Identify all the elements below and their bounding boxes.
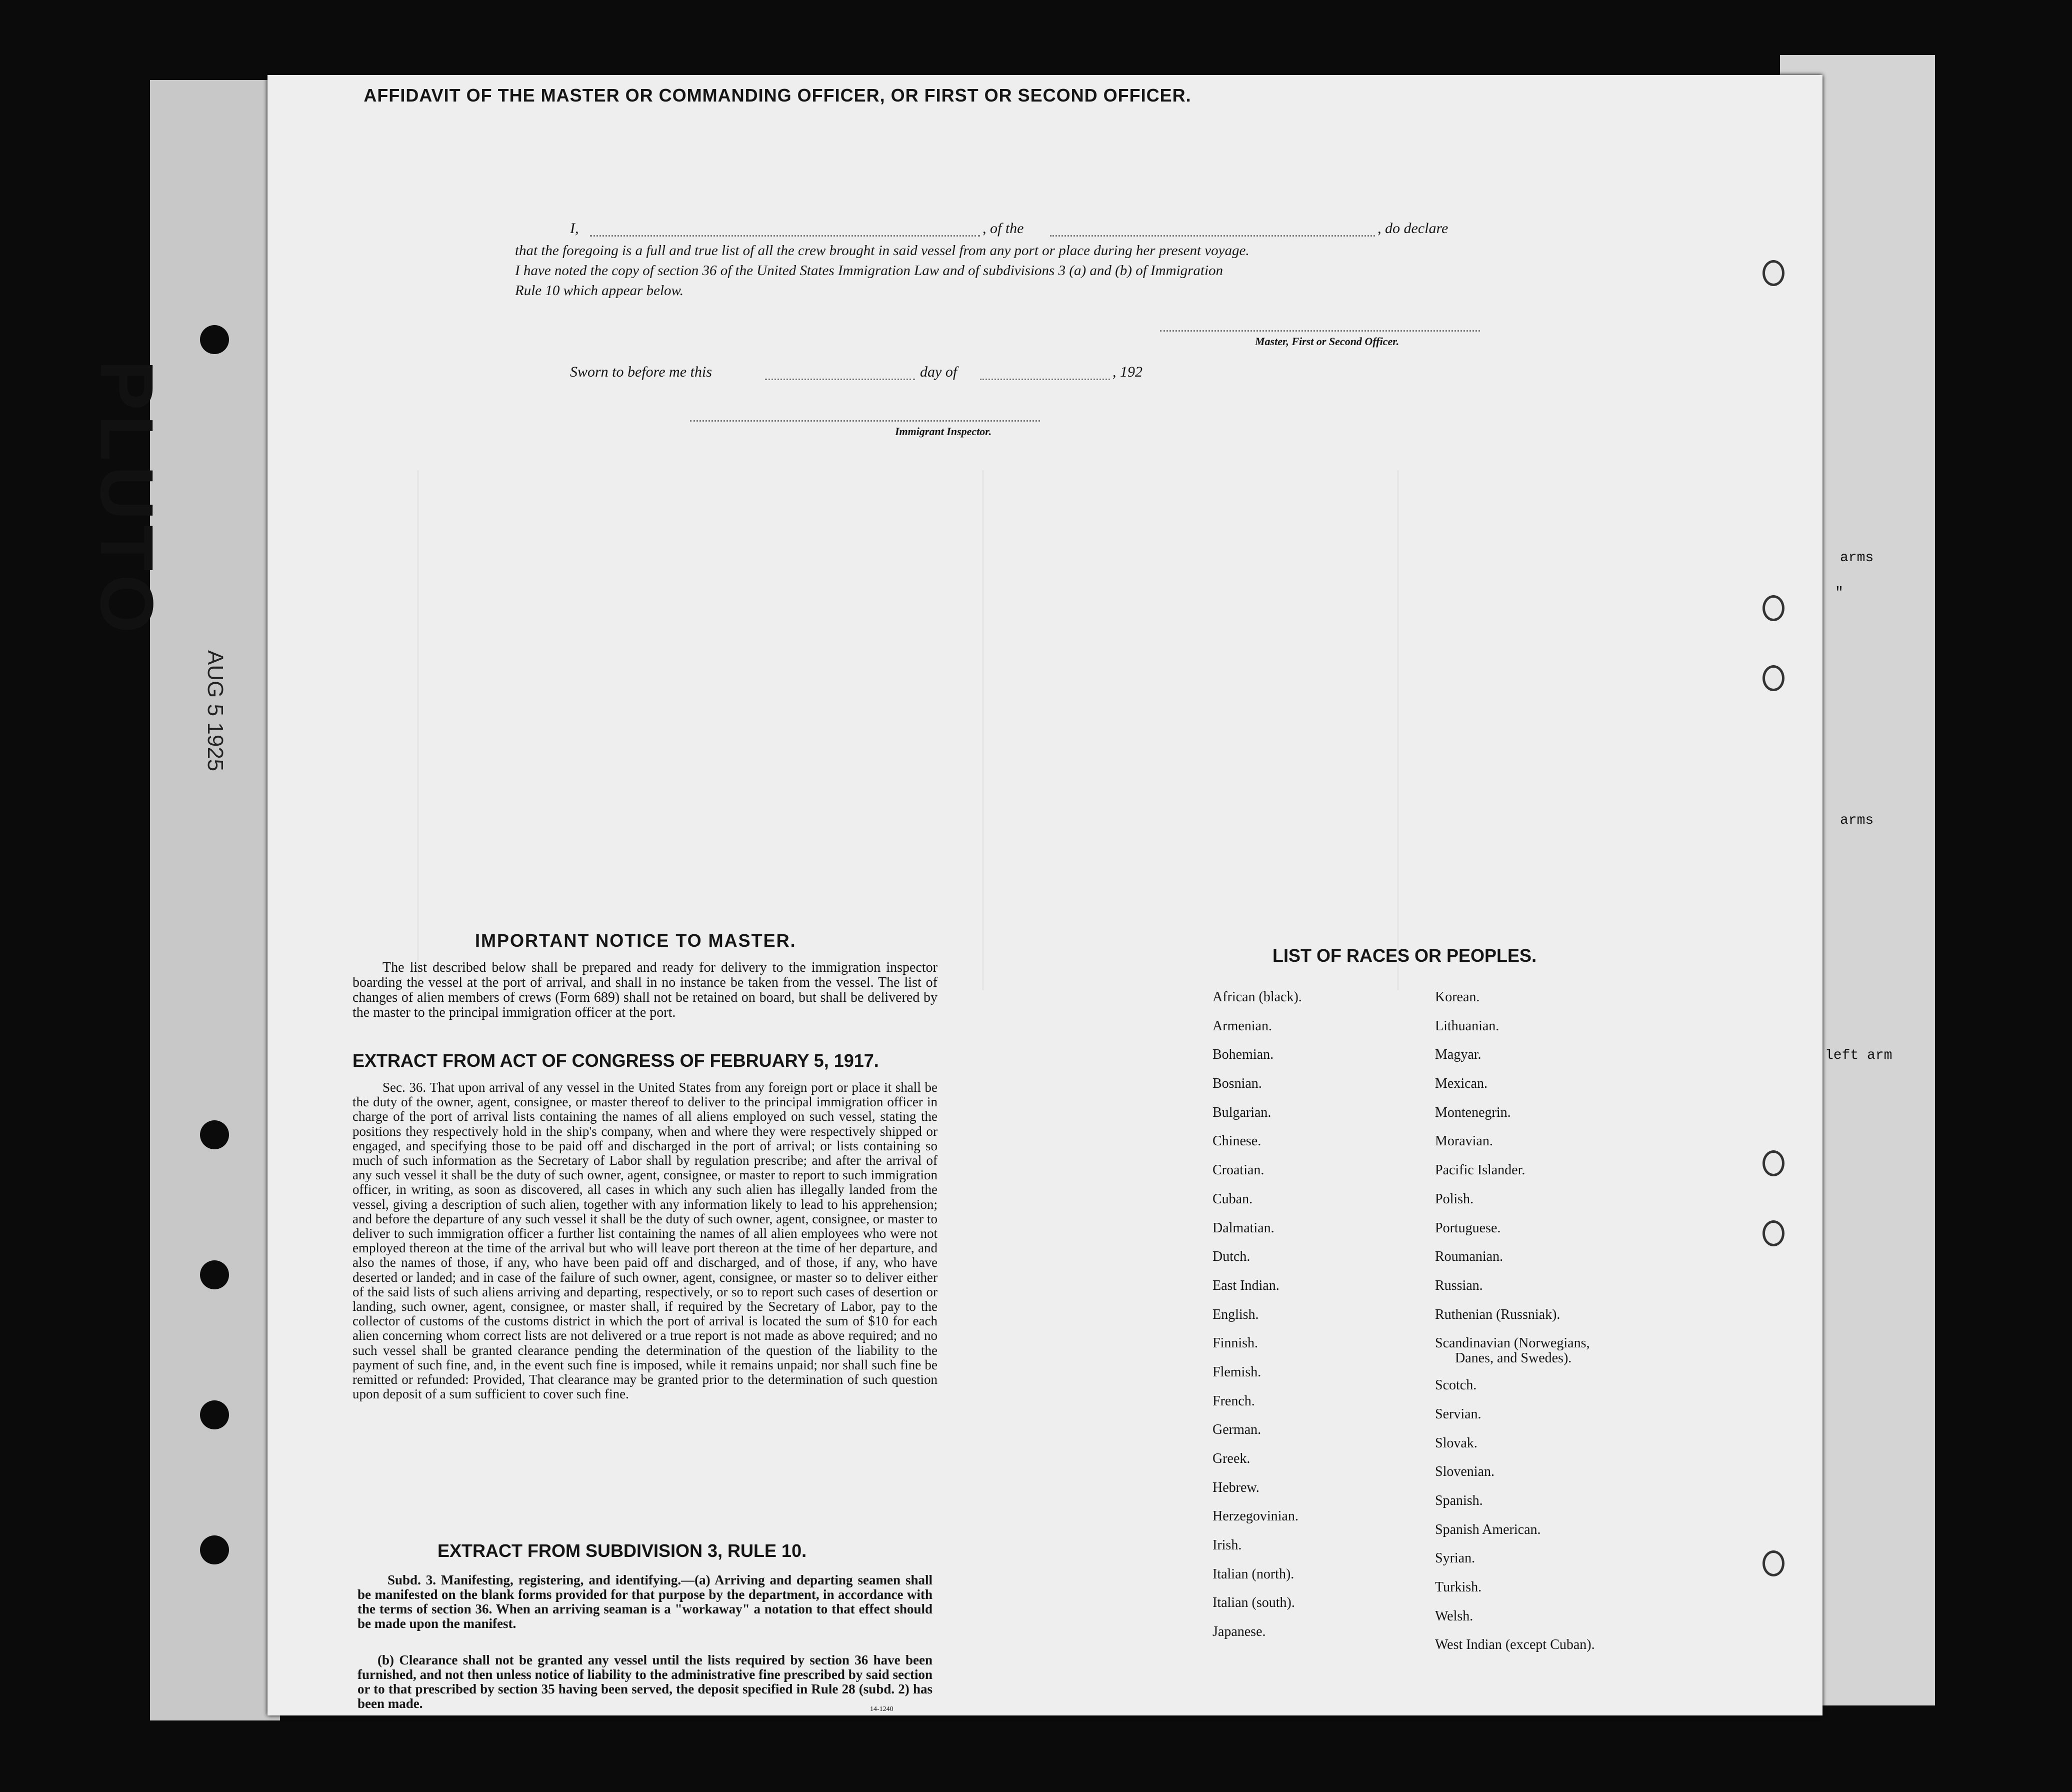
year-label: , 192 <box>1112 364 1142 380</box>
binder-hole <box>200 325 229 354</box>
race-item: Magyar. <box>1435 1047 1482 1063</box>
vessel-blank <box>1050 235 1375 237</box>
race-item: Polish. <box>1435 1191 1474 1207</box>
race-item: Montenegrin. <box>1435 1104 1511 1120</box>
rule-para-a: Subd. 3. Manifesting, registering, and identifying.—(a) Arriving and departing seamen shall be manifested on the blank forms provided for that purpose by the department, in accordance with the terms of section 36. When an arriving seaman is a "workaway" a notation to that effect should be made upon the manifest. <box>358 1572 932 1631</box>
right-strip-text: " <box>1835 585 1844 601</box>
race-item: Mexican. <box>1435 1076 1488 1092</box>
race-item: Danes, and Swedes). <box>1455 1350 1572 1366</box>
affidavit-i: I, <box>570 220 579 237</box>
extract-act-title: EXTRACT FROM ACT OF CONGRESS OF FEBRUARY 5, 1917. <box>352 1050 879 1071</box>
race-item: Bosnian. <box>1212 1076 1262 1092</box>
vessel-name-stamp: PLUTO <box>85 360 169 638</box>
right-strip-text: arms <box>1840 550 1874 566</box>
race-item: Italian (south). <box>1212 1595 1295 1611</box>
race-item: Spanish American. <box>1435 1521 1541 1537</box>
month-blank <box>980 379 1110 380</box>
extract-rule-title: EXTRACT FROM SUBDIVISION 3, RULE 10. <box>438 1540 807 1561</box>
race-item: Portuguese. <box>1435 1220 1501 1236</box>
master-signature-line <box>1160 330 1480 332</box>
punch-ring <box>1762 260 1784 286</box>
race-item: Korean. <box>1435 989 1480 1005</box>
race-item: Ruthenian (Russniak). <box>1435 1306 1560 1322</box>
binder-hole <box>200 1120 229 1149</box>
inspector-label: Immigrant Inspector. <box>895 425 992 438</box>
race-item: Herzegovinian. <box>1212 1508 1298 1524</box>
race-item: Spanish. <box>1435 1493 1483 1508</box>
race-item: Dalmatian. <box>1212 1220 1274 1236</box>
race-item: Syrian. <box>1435 1550 1476 1566</box>
race-item: Hebrew. <box>1212 1479 1260 1495</box>
race-item: Armenian. <box>1212 1018 1272 1034</box>
affidavit-line-3: I have noted the copy of section 36 of the United States Immigration Law and of subdivisions 3 (a) and (b) of Immigration <box>515 263 1224 279</box>
form-number: 14-1240 <box>870 1705 894 1713</box>
date-stamp: AUG 5 1925 <box>203 650 228 772</box>
race-item: Dutch. <box>1212 1249 1250 1265</box>
punch-ring <box>1762 595 1784 621</box>
punch-ring <box>1762 665 1784 691</box>
affidavit-line-2: that the foregoing is a full and true list of all the crew brought in said vessel from any port or place during her present voyage. <box>515 243 1250 259</box>
binder-hole <box>200 1535 229 1564</box>
race-item: Servian. <box>1435 1406 1482 1422</box>
race-item: Bohemian. <box>1212 1047 1274 1063</box>
race-item: Scotch. <box>1435 1377 1477 1393</box>
race-item: Chinese. <box>1212 1133 1262 1149</box>
rule-para-b: (b) Clearance shall not be granted any vessel until the lists required by section 36 have been furnished, and not then unless notice of liability to the administrative fine prescribed by said section or to that prescribed by section 35 having been served, the deposit specified in Rule 28 (subd. 2) has been made. <box>358 1652 932 1711</box>
race-item: Bulgarian. <box>1212 1104 1272 1120</box>
master-signature-label: Master, First or Second Officer. <box>1255 335 1400 348</box>
race-item: Finnish. <box>1212 1335 1258 1351</box>
right-strip-text: arms <box>1840 813 1874 828</box>
race-item: Italian (north). <box>1212 1566 1294 1582</box>
day-of-label: day of <box>920 364 958 380</box>
extract-act-text: Sec. 36. That upon arrival of any vessel in the United States from any foreign port or place it shall be the duty of the owner, agent, consignee, or master thereof to deliver to the principal immigration officer in charge of the port of arrival lists containing the names of all aliens employed on such vessel, stating the positions they respectively hold in the ship's company, when and where they were respectively shipped or engaged, and specifying those to be paid off and discharged in the port of arrival; or lists containing so much of such information as the Secretary of Labor shall by regulation prescribe; and after the arrival of any such vessel it shall be the duty of such owner, agent, consignee, or master to report to such immigration officer, in writing, as soon as discovered, all cases in which any such alien has illegally landed from the vessel, giving a description of such alien, together with any information likely to lead to his apprehension; and before the departure of any such vessel it shall be the duty of such owner, agent, consignee, or master to deliver to such immigration officer a further list containing the names of all alien employees who were not employed thereon at the time of the arrival but who will leave port thereon at the time of her departure, and also the names of those, if any, who have been paid off and discharged, and of those, if any, who have deserted or landed; and in case of the failure of such owner, agent, consignee, or master so to deliver either of the said lists of such aliens arriving and departing, respectively, or so to report such cases of desertion or landing, such owner, agent, consignee, or master shall, if required by the Secretary of Labor, pay to the collector of customs of the customs district in which the port of arrival is located the sum of $10 for each alien concerning whom correct lists are not delivered or a true report is not made as above required; and no such vessel shall be granted clearance pending the determination of the question of the liability to the payment of such fine, and, in the event such fine is imposed, while it remains unpaid; nor shall such fine be remitted or refunded: Provided, That clearance may be granted prior to the determination of such question upon deposit of a sum sufficient to cover such fine. <box>352 1080 938 1402</box>
race-item: African (black). <box>1212 989 1302 1005</box>
notice-title: IMPORTANT NOTICE TO MASTER. <box>475 930 796 951</box>
race-item: English. <box>1212 1306 1259 1322</box>
races-right-column <box>1435 983 1595 1659</box>
race-item: Cuban. <box>1212 1191 1253 1207</box>
sworn-day-blank <box>765 379 915 380</box>
race-item: Greek. <box>1212 1451 1250 1466</box>
race-item: Lithuanian. <box>1435 1018 1500 1034</box>
race-item: Irish. <box>1212 1537 1242 1553</box>
binder-hole <box>200 1400 229 1429</box>
race-item: West Indian (except Cuban). <box>1435 1637 1595 1653</box>
race-item: Turkish. <box>1435 1579 1482 1595</box>
race-item: Welsh. <box>1435 1608 1474 1624</box>
race-item: Roumanian. <box>1435 1249 1504 1265</box>
affidavit-line-4: Rule 10 which appear below. <box>515 283 684 299</box>
race-item: Moravian. <box>1435 1133 1493 1149</box>
race-item: Slovak. <box>1435 1435 1478 1451</box>
race-item: French. <box>1212 1393 1255 1409</box>
right-strip-text: left arm <box>1825 1048 1892 1063</box>
name-blank <box>590 235 980 237</box>
punch-ring <box>1762 1550 1784 1576</box>
race-item: Scandinavian (Norwegians, <box>1435 1335 1590 1351</box>
race-item: Japanese. <box>1212 1624 1266 1640</box>
do-declare-label: , do declare <box>1378 220 1448 237</box>
race-item: Russian. <box>1435 1277 1483 1293</box>
affidavit-title: AFFIDAVIT OF THE MASTER OR COMMANDING OFFICER, OR FIRST OR SECOND OFFICER. <box>364 85 1192 106</box>
binder-hole <box>200 1260 229 1289</box>
race-item: East Indian. <box>1212 1277 1280 1293</box>
punch-ring <box>1762 1220 1784 1246</box>
race-item: Croatian. <box>1212 1162 1264 1178</box>
race-item: Pacific Islander. <box>1435 1162 1526 1178</box>
race-item: Flemish. <box>1212 1364 1262 1380</box>
race-item: Slovenian. <box>1435 1464 1494 1480</box>
race-item: German. <box>1212 1422 1262 1438</box>
inspector-signature-line <box>690 420 1040 422</box>
notice-text: The list described below shall be prepared and ready for delivery to the immigration inspector boarding the vessel at the port of arrival, and shall in no instance be taken from the vessel. The list of changes of alien members of crews (Form 689) shall not be retained on board, but shall be delivered by the master to the principal immigration officer at the port. <box>352 960 938 1020</box>
races-title: LIST OF RACES OR PEOPLES. <box>1272 945 1537 966</box>
races-left-column <box>1212 983 1302 1646</box>
sworn-label: Sworn to before me this <box>570 364 712 380</box>
of-the-label: , of the <box>982 220 1024 237</box>
punch-ring <box>1762 1150 1784 1176</box>
